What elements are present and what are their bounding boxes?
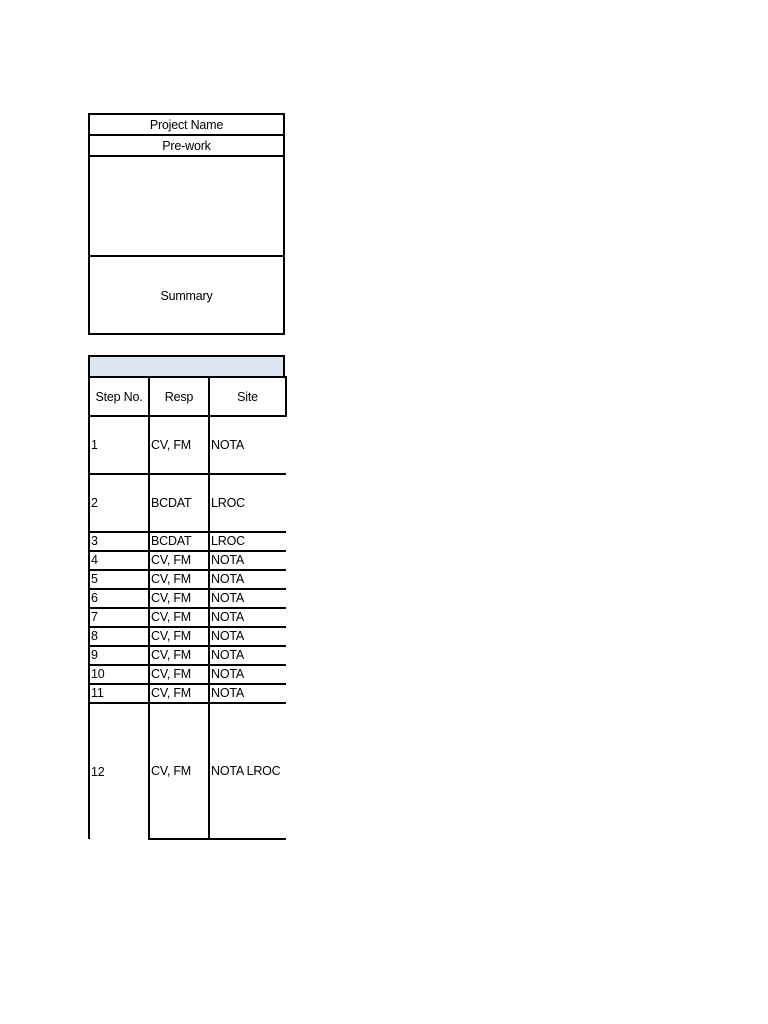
resp-cell[interactable]: CV, FM [149,551,209,570]
step-no-cell[interactable]: 10 [89,665,149,684]
step-no-cell[interactable]: 2 [89,474,149,532]
step-no-cell[interactable]: 7 [89,608,149,627]
table-row [89,589,286,608]
site-cell[interactable]: NOTA [209,416,286,474]
step-no-cell[interactable]: 3 [89,532,149,551]
table-row [89,665,286,684]
column-header-site[interactable]: Site [209,377,286,416]
resp-cell[interactable]: CV, FM [149,608,209,627]
table-row [89,646,286,665]
column-header-step-no[interactable]: Step No. [89,377,149,416]
table-row [89,684,286,703]
project-header-block [88,113,285,335]
site-cell[interactable]: LROC [209,532,286,551]
resp-cell[interactable]: CV, FM [149,416,209,474]
table-row [89,570,286,589]
step-no-cell[interactable]: 11 [89,684,149,703]
site-cell[interactable]: NOTA [209,646,286,665]
resp-cell[interactable]: BCDAT [149,532,209,551]
resp-cell[interactable]: BCDAT [149,474,209,532]
step-no-cell[interactable]: 6 [89,589,149,608]
site-cell[interactable]: NOTA [209,551,286,570]
step-no-cell[interactable]: 9 [89,646,149,665]
site-cell[interactable]: NOTA [209,589,286,608]
project-name-cell[interactable] [90,115,283,136]
site-cell[interactable]: NOTA [209,627,286,646]
site-cell[interactable]: NOTA [209,684,286,703]
resp-cell[interactable]: CV, FM [149,646,209,665]
pre-work-cell[interactable] [90,136,283,157]
table-row [89,703,286,839]
resp-cell[interactable]: CV, FM [149,627,209,646]
steps-header-row [89,377,286,416]
step-no-cell[interactable]: 8 [89,627,149,646]
site-cell[interactable]: NOTA [209,570,286,589]
column-header-resp[interactable]: Resp [149,377,209,416]
step-no-cell[interactable]: 12 [89,703,149,839]
resp-cell[interactable]: CV, FM [149,684,209,703]
site-cell[interactable]: LROC [209,474,286,532]
table-row [89,416,286,474]
pre-work-content-cell[interactable] [90,157,283,257]
summary-cell[interactable] [90,257,283,335]
table-row [89,474,286,532]
project-name-label: Project Name [149,117,224,132]
step-no-cell[interactable]: 5 [89,570,149,589]
resp-cell[interactable]: CV, FM [149,703,209,839]
table-row [89,532,286,551]
site-cell[interactable]: NOTA LROC [209,703,286,839]
steps-section [88,355,285,862]
step-no-cell[interactable]: 1 [89,416,149,474]
table-row [89,627,286,646]
steps-table [88,376,287,840]
table-row [89,608,286,627]
table-row [89,551,286,570]
pre-work-label: Pre-work [162,138,211,153]
site-cell[interactable]: NOTA [209,665,286,684]
summary-label: Summary [160,289,213,303]
steps-title-band[interactable] [88,355,285,376]
site-cell[interactable]: NOTA [209,608,286,627]
resp-cell[interactable]: CV, FM [149,665,209,684]
step-no-cell[interactable]: 4 [89,551,149,570]
resp-cell[interactable]: CV, FM [149,570,209,589]
resp-cell[interactable]: CV, FM [149,589,209,608]
